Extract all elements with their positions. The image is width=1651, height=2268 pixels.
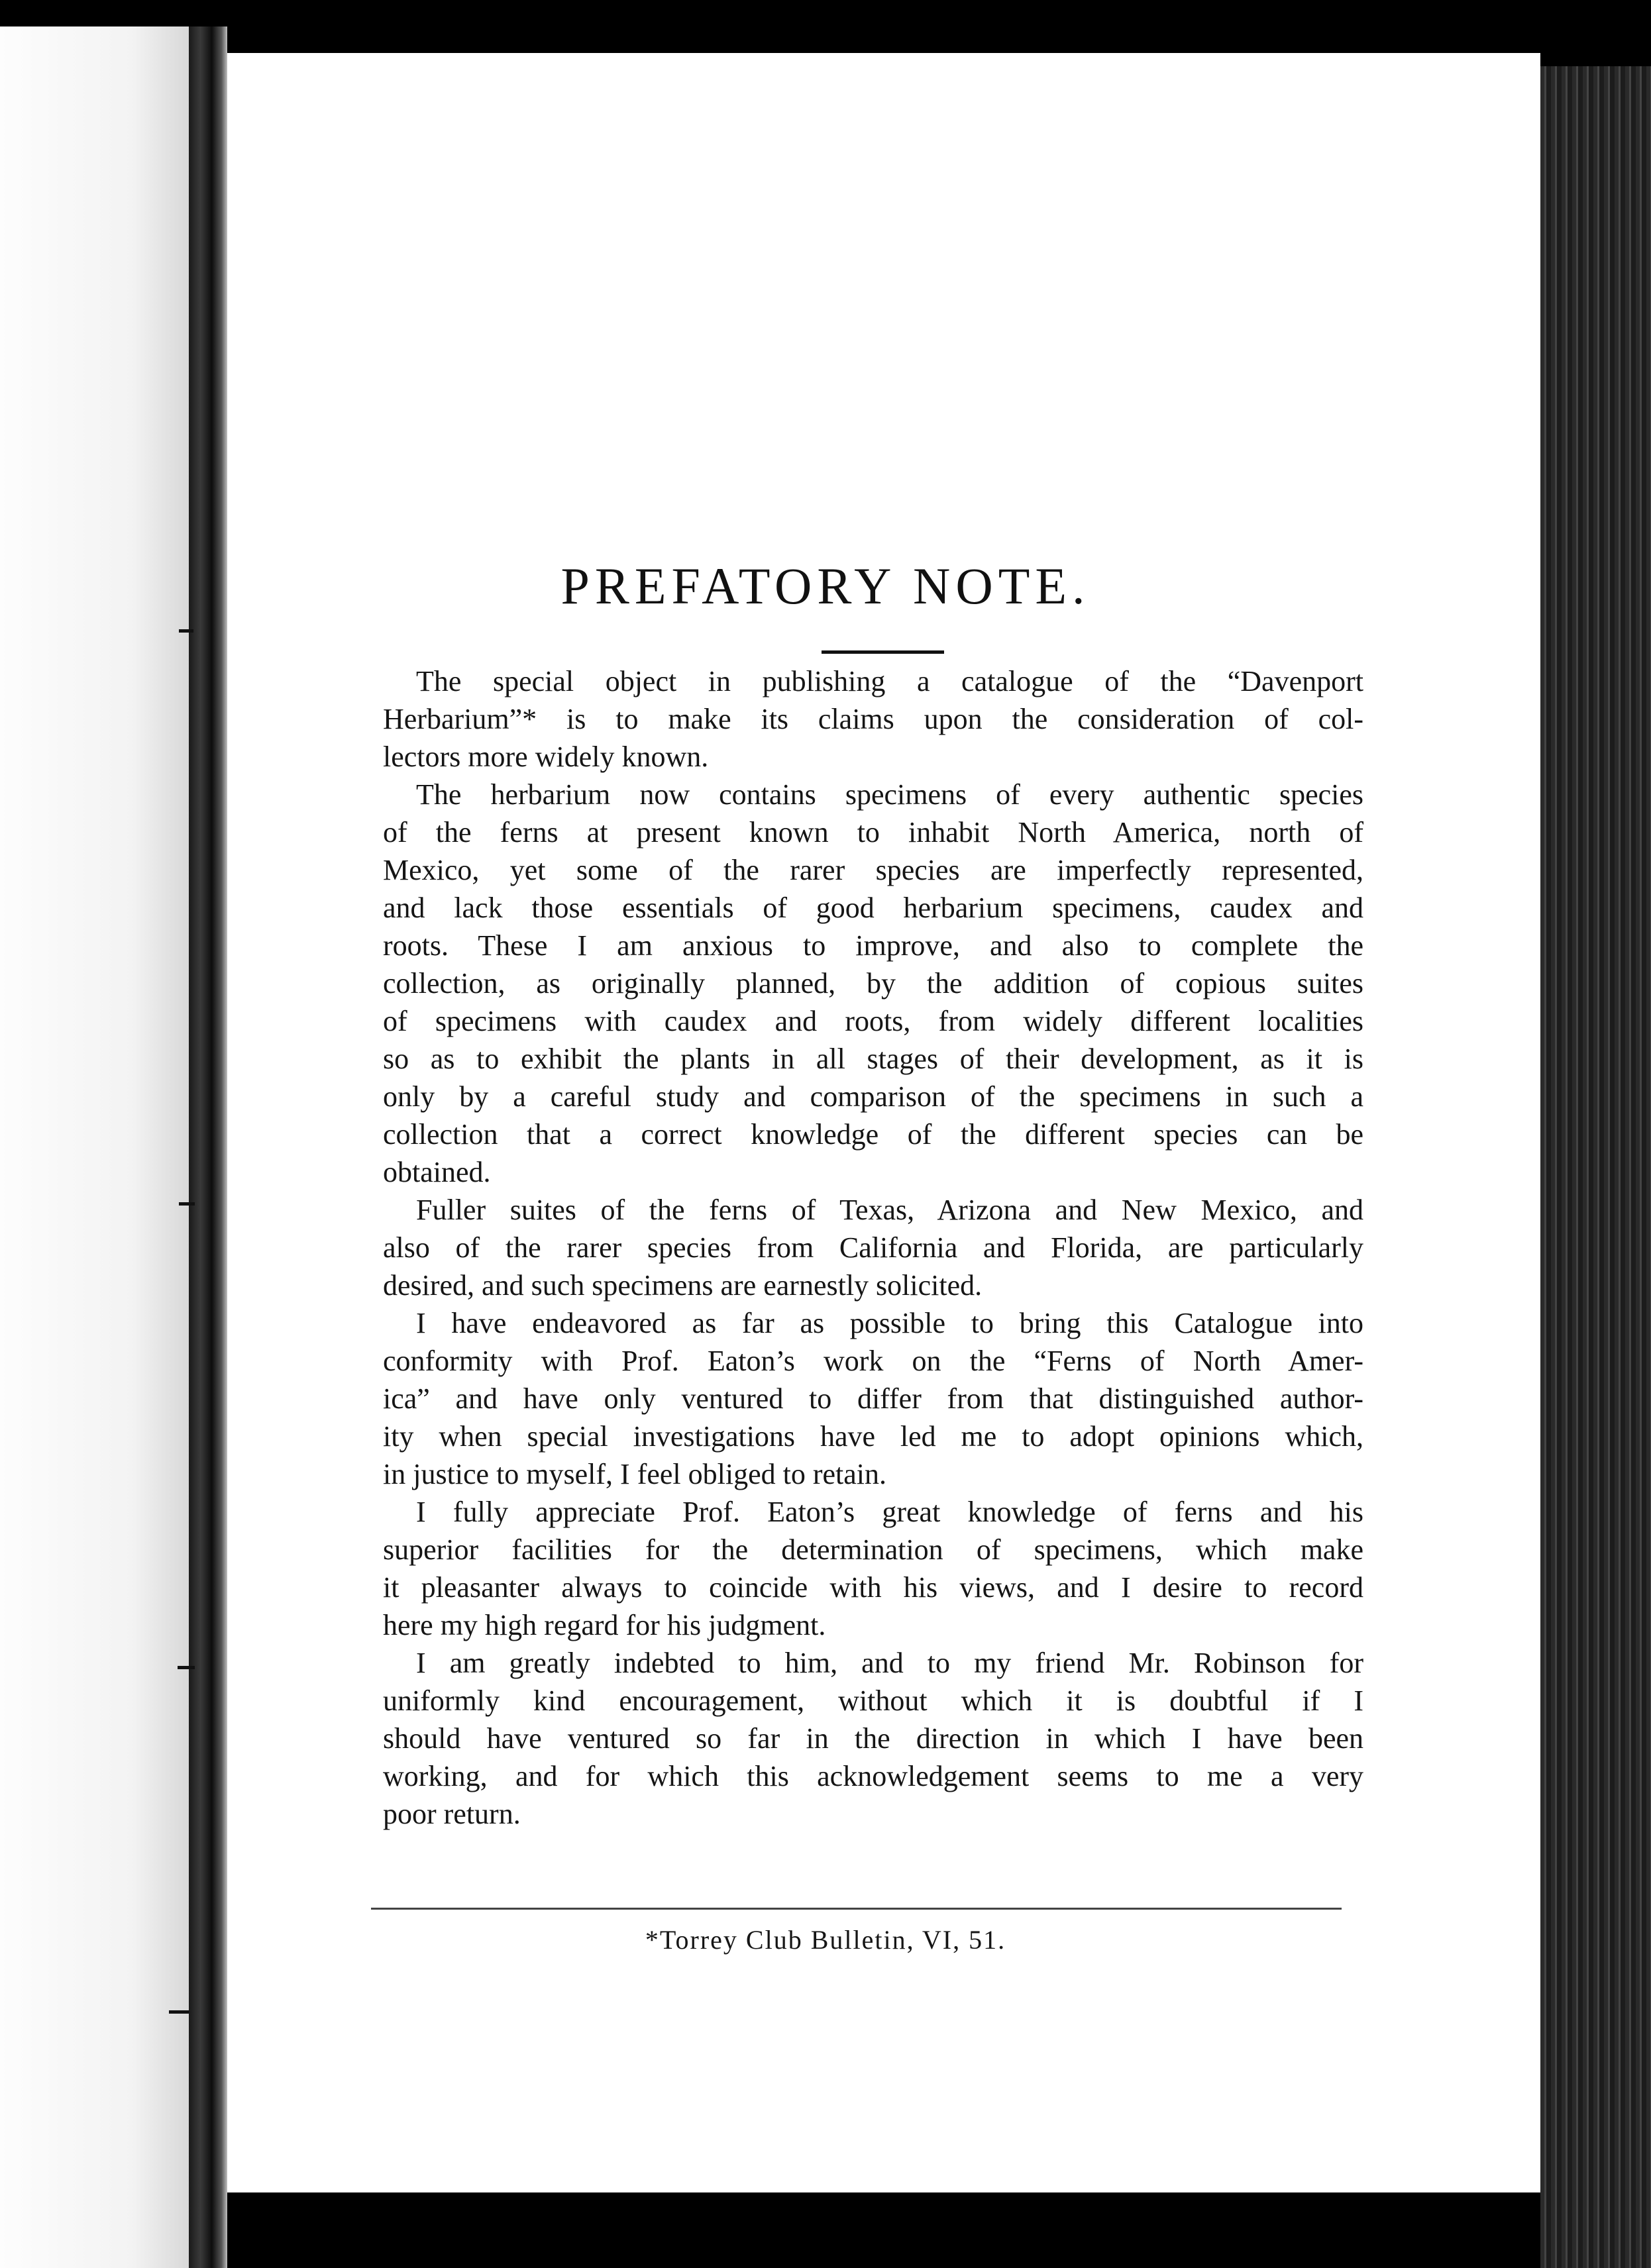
text-line: collection, as originally planned, by the addition of copious suites bbox=[383, 967, 1363, 1000]
margin-mark bbox=[169, 2010, 189, 2014]
text-line: superior facilities for the determination of specimens, which make bbox=[383, 1533, 1363, 1566]
prefatory-body bbox=[383, 662, 1363, 1833]
paragraph bbox=[383, 776, 1363, 1191]
margin-mark bbox=[178, 1666, 195, 1669]
text-line: poor return. bbox=[383, 1798, 521, 1830]
paragraph bbox=[383, 1644, 1363, 1833]
text-line: roots. These I am anxious to improve, and also to complete the bbox=[383, 929, 1363, 962]
text-line: only by a careful study and comparison of the specimens in such a bbox=[383, 1080, 1363, 1113]
text-line: Herbarium”* is to make its claims upon the consideration of col- bbox=[383, 703, 1363, 735]
text-line: ica” and have only ventured to differ from that distinguished author- bbox=[383, 1382, 1363, 1415]
text-line: obtained. bbox=[383, 1156, 491, 1188]
page-title: PREFATORY NOTE. bbox=[560, 557, 1091, 615]
margin-mark bbox=[179, 1202, 195, 1206]
footnote: *Torrey Club Bulletin, VI, 51. bbox=[645, 1925, 1006, 1955]
paragraph bbox=[383, 662, 1363, 776]
paragraph bbox=[383, 1304, 1363, 1493]
paragraph bbox=[383, 1191, 1363, 1304]
title-rule bbox=[822, 650, 944, 654]
text-line: ity when special investigations have led me to adopt opinions which, bbox=[383, 1420, 1363, 1453]
text-line: working, and for which this acknowledgement seems to me a very bbox=[383, 1760, 1363, 1792]
text-line: uniformly kind encouragement, without which it is doubtful if I bbox=[383, 1684, 1363, 1717]
text-line: I have endeavored as far as possible to bring this Catalogue into bbox=[416, 1307, 1363, 1339]
text-line: Mexico, yet some of the rarer species are imperfectly represented, bbox=[383, 854, 1363, 886]
text-line: so as to exhibit the plants in all stages of their development, as it is bbox=[383, 1043, 1363, 1075]
text-line: here my high regard for his judgment. bbox=[383, 1609, 826, 1641]
text-line: I fully appreciate Prof. Eaton’s great knowledge of ferns and his bbox=[416, 1496, 1363, 1528]
paragraph bbox=[383, 1493, 1363, 1644]
text-line: Fuller suites of the ferns of Texas, Arizona and New Mexico, and bbox=[416, 1194, 1363, 1226]
text-line: should have ventured so far in the direction in which I have been bbox=[383, 1722, 1363, 1755]
text-line: also of the rarer species from California and Florida, are particularly bbox=[383, 1231, 1363, 1264]
text-line: The herbarium now contains specimens of every authentic species bbox=[416, 778, 1363, 811]
text-line: of the ferns at present known to inhabit North America, north of bbox=[383, 816, 1363, 849]
text-line: and lack those essentials of good herbarium specimens, caudex and bbox=[383, 892, 1363, 924]
footnote-rule bbox=[371, 1908, 1342, 1910]
text-line: conformity with Prof. Eaton’s work on the “Ferns of North Amer- bbox=[383, 1345, 1363, 1377]
text-line: collection that a correct knowledge of the different species can be bbox=[383, 1118, 1363, 1151]
text-line: desired, and such specimens are earnestly solicited. bbox=[383, 1269, 983, 1302]
text-line: of specimens with caudex and roots, from widely different localities bbox=[383, 1005, 1363, 1037]
text-line: in justice to myself, I feel obliged to retain. bbox=[383, 1458, 887, 1490]
text-line: I am greatly indebted to him, and to my friend Mr. Robinson for bbox=[416, 1647, 1363, 1679]
text-line: lectors more widely known. bbox=[383, 741, 709, 773]
margin-mark bbox=[179, 629, 193, 633]
text-line: The special object in publishing a catalogue of the “Davenport bbox=[416, 665, 1363, 697]
text-line: it pleasanter always to coincide with his views, and I desire to record bbox=[383, 1571, 1363, 1604]
